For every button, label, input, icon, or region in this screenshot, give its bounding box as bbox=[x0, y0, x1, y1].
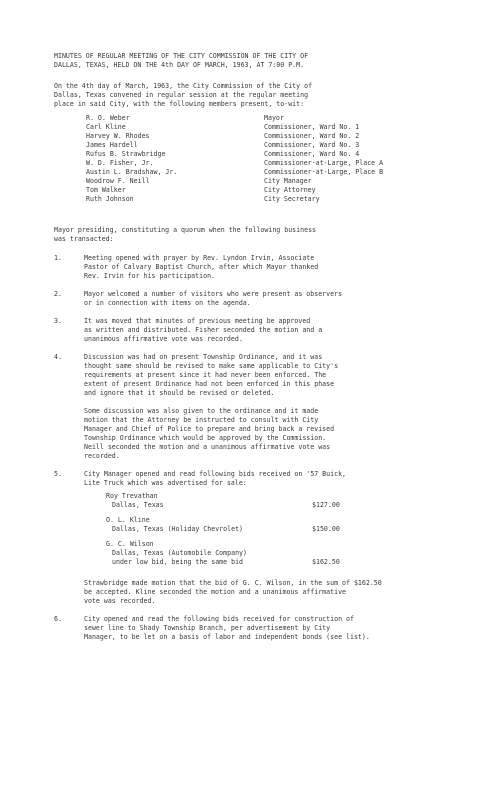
item-line: Some discussion was also given to the ordinance and it made bbox=[84, 407, 319, 415]
item-line: It was moved that minutes of previous meeting be approved bbox=[84, 317, 311, 325]
bid-amount: $150.00 bbox=[312, 525, 340, 533]
bid-list bbox=[106, 492, 444, 573]
member-name: Ruth Johnson bbox=[86, 195, 134, 203]
item-line: as written and distributed. Fisher seconded the motion and a bbox=[84, 326, 323, 334]
paragraph-gap bbox=[84, 398, 444, 407]
item-body bbox=[84, 254, 444, 281]
bid-amount: $162.50 bbox=[312, 558, 340, 566]
roster-row bbox=[86, 123, 446, 132]
minutes-item bbox=[54, 290, 444, 308]
roster-row bbox=[86, 195, 446, 204]
bid-entry bbox=[106, 492, 444, 510]
bid-row bbox=[106, 525, 444, 534]
preamble-line: was transacted: bbox=[54, 235, 114, 243]
item-body bbox=[84, 290, 444, 308]
item-line: vote was recorded. bbox=[84, 597, 156, 605]
bidder-name: G. C. Wilson bbox=[106, 540, 154, 548]
roster-row bbox=[86, 132, 446, 141]
item-body bbox=[84, 470, 444, 606]
minutes-item bbox=[54, 353, 444, 461]
item-line: City opened and read the following bids received for construction of bbox=[84, 615, 354, 623]
bid-row bbox=[106, 540, 444, 549]
item-line: recorded. bbox=[84, 452, 120, 460]
item-body bbox=[84, 317, 444, 344]
item-line: Lite Truck which was advertised for sale: bbox=[84, 479, 247, 487]
preamble-line: Mayor presiding, constituting a quorum when the following business bbox=[54, 226, 317, 234]
member-name: James Hardell bbox=[86, 141, 138, 149]
item-number: 3. bbox=[54, 317, 62, 325]
member-title: Commissioner-at-Large, Place A bbox=[264, 159, 384, 167]
roster-row bbox=[86, 168, 446, 177]
item-line: City Manager opened and read following bids received on '57 Buick, bbox=[84, 470, 347, 478]
member-name: Carl Kline bbox=[86, 123, 126, 131]
item-line: Neill seconded the motion and a unanimous affirmative vote was bbox=[84, 443, 331, 451]
item-line: extent of present Ordinance had not been enforced in this phase bbox=[84, 380, 335, 388]
item-line: Strawbridge made motion that the bid of G. C. Wilson, in the sum of $162.50 bbox=[84, 579, 382, 587]
member-name: R. O. Weber bbox=[86, 114, 130, 122]
bid-row bbox=[106, 492, 444, 501]
bidder-detail: under low bid, being the same bid bbox=[112, 558, 244, 566]
roster-row bbox=[86, 177, 446, 186]
item-line: Manager and Chief of Police to prepare and bring back a revised bbox=[84, 425, 335, 433]
member-name: Woodrow F. Neill bbox=[86, 177, 150, 185]
bid-row bbox=[106, 558, 444, 567]
minutes-item bbox=[54, 317, 444, 344]
item-line: sewer line to Shady Township Branch, per advertisement by City bbox=[84, 624, 331, 632]
item-line: Rev. Irvin for his participation. bbox=[84, 272, 216, 280]
item-number: 6. bbox=[54, 615, 62, 623]
bid-row bbox=[106, 501, 444, 510]
member-title: Commissioner-at-Large, Place B bbox=[264, 168, 384, 176]
member-name: Austin L. Bradshaw, Jr. bbox=[86, 168, 178, 176]
item-line: Discussion was had on present Township Ordinance, and it was bbox=[84, 353, 323, 361]
bid-entry bbox=[106, 516, 444, 534]
item-body bbox=[84, 353, 444, 461]
item-line: Meeting opened with prayer by Rev. Lyndon Irvin, Associate bbox=[84, 254, 315, 262]
bid-row bbox=[106, 516, 444, 525]
minutes-item bbox=[54, 615, 444, 642]
item-line: motion that the Attorney be instructed to consult with City bbox=[84, 416, 319, 424]
preamble-paragraph bbox=[54, 226, 434, 244]
title-line: MINUTES OF REGULAR MEETING OF THE CITY COMMISSION OF THE CITY OF bbox=[54, 52, 309, 60]
members-roster bbox=[86, 114, 446, 204]
intro-paragraph bbox=[54, 82, 434, 109]
minutes-item bbox=[54, 470, 444, 606]
title-line: DALLAS, TEXAS, HELD ON THE 4th DAY OF MARCH, 1963, AT 7:00 P.M. bbox=[54, 61, 305, 69]
roster-row bbox=[86, 150, 446, 159]
item-line: and ignore that it should be revised or deleted. bbox=[84, 389, 275, 397]
item-number: 2. bbox=[54, 290, 62, 298]
intro-line: On the 4th day of March, 1963, the City Commission of the City of bbox=[54, 82, 313, 90]
member-name: Rufus B. Strawbridge bbox=[86, 150, 166, 158]
member-title: Commissioner, Ward No. 1 bbox=[264, 123, 360, 131]
item-line: requirements at present since it had never been enforced. The bbox=[84, 371, 327, 379]
roster-row bbox=[86, 186, 446, 195]
item-line: Mayor welcomed a number of visitors who were present as observers bbox=[84, 290, 343, 298]
member-title: Commissioner, Ward No. 2 bbox=[264, 132, 360, 140]
bid-entry bbox=[106, 540, 444, 567]
member-name: Tom Walker bbox=[86, 186, 126, 194]
item-number: 5. bbox=[54, 470, 62, 478]
minutes-item bbox=[54, 254, 444, 281]
bidder-name: Roy Trevathan bbox=[106, 492, 158, 500]
bidder-detail: Dallas, Texas (Holiday Chevrolet) bbox=[112, 525, 244, 533]
member-name: Harvey W. Rhodes bbox=[86, 132, 150, 140]
member-title: City Attorney bbox=[264, 186, 316, 194]
bidder-detail: Dallas, Texas (Automobile Company) bbox=[112, 549, 247, 557]
item-line: unanimous affirmative vote was recorded. bbox=[84, 335, 243, 343]
roster-row bbox=[86, 114, 446, 123]
minutes-items bbox=[54, 254, 444, 651]
roster-row bbox=[86, 159, 446, 168]
bid-row bbox=[106, 549, 444, 558]
roster-row bbox=[86, 141, 446, 150]
item-line: be accepted. Kline seconded the motion and a unanimous affirmative bbox=[84, 588, 347, 596]
item-line: Pastor of Calvary Baptist Church, after which Mayor thanked bbox=[84, 263, 319, 271]
item-line: Manager, to be let on a basis of labor and independent bonds (see list). bbox=[84, 633, 370, 641]
member-name: W. D. Fisher, Jr. bbox=[86, 159, 154, 167]
member-title: Mayor bbox=[264, 114, 284, 122]
item-line: thought same should be revised to make same applicable to City's bbox=[84, 362, 339, 370]
member-title: City Manager bbox=[264, 177, 312, 185]
item-number: 4. bbox=[54, 353, 62, 361]
member-title: Commissioner, Ward No. 4 bbox=[264, 150, 360, 158]
bid-amount: $127.00 bbox=[312, 501, 340, 509]
item-line: Township Ordinance which would be approved by the Commission. bbox=[84, 434, 327, 442]
item-body bbox=[84, 615, 444, 642]
member-title: City Secretary bbox=[264, 195, 320, 203]
bidder-name: O. L. Kline bbox=[106, 516, 150, 524]
bidder-detail: Dallas, Texas bbox=[112, 501, 164, 509]
document-title bbox=[54, 52, 434, 70]
item-number: 1. bbox=[54, 254, 62, 262]
member-title: Commissioner, Ward No. 3 bbox=[264, 141, 360, 149]
intro-line: place in said City, with the following members present, to-wit: bbox=[54, 100, 305, 108]
intro-line: Dallas, Texas convened in regular session at the regular meeting bbox=[54, 91, 309, 99]
item-line: or in connection with items on the agenda. bbox=[84, 299, 251, 307]
